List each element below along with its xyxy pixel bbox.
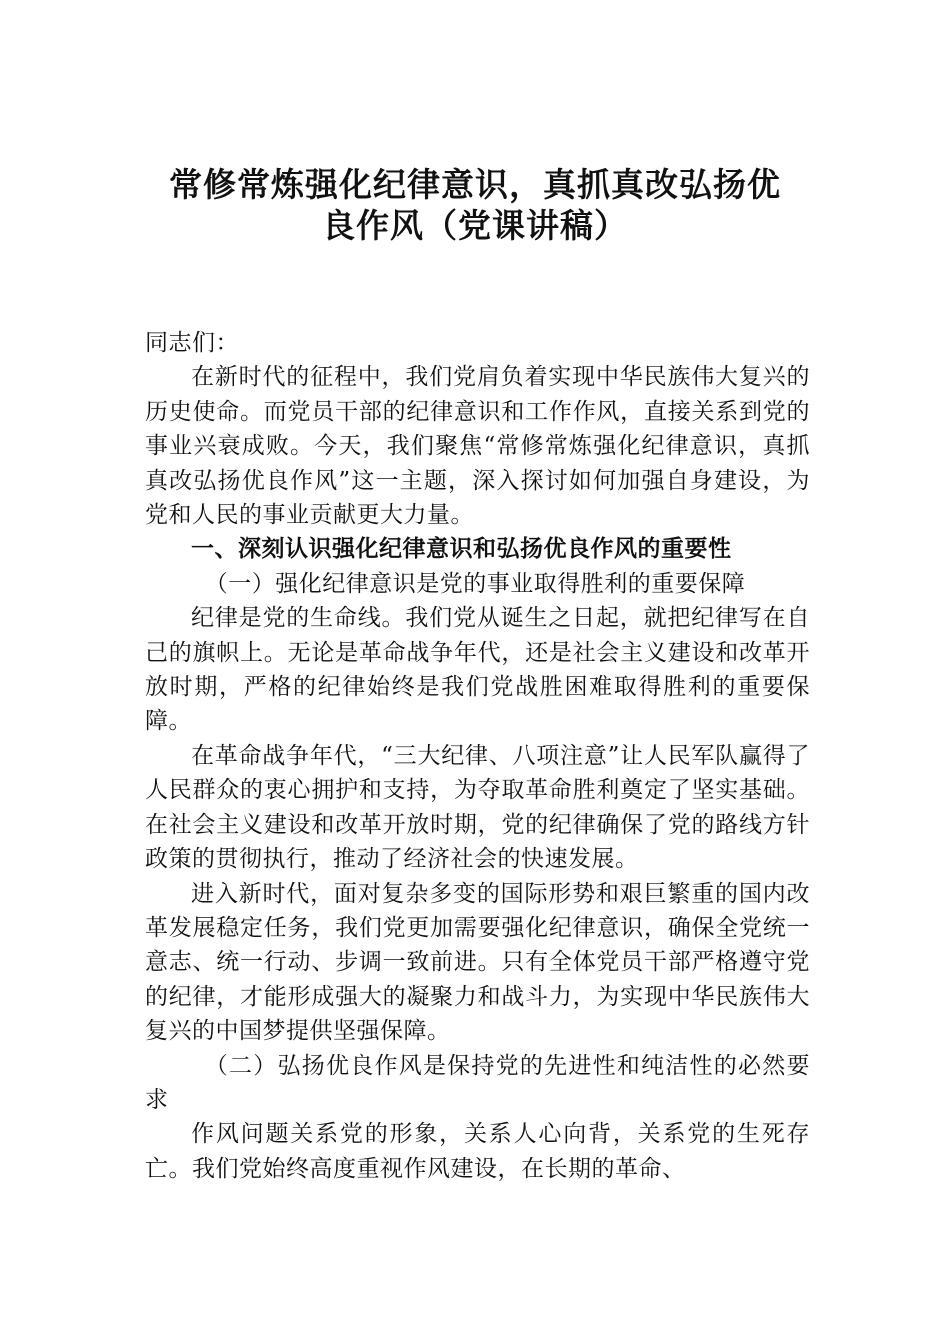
subsection-heading-1: （一）强化纪律意识是党的事业取得胜利的重要保障	[204, 570, 746, 597]
document-title-line-2: 良作风（党课讲稿）	[322, 206, 628, 245]
section-heading-1: 一、深刻认识强化纪律意识和弘扬优良作风的重要性	[191, 536, 732, 563]
salutation: 同志们：	[145, 330, 239, 356]
paragraph: 进入新时代，面对复杂多变的国际形势和艰巨繁重的国内改革发展稳定任务，我们党更加需要强化纪律意识，确保全党统一意志、统一行动、步调一致前进。只有全体党员干部严格遵守党的纪律，才能形成强大的凝聚力和战斗力，为实现中华民族伟大复兴的中国梦提供坚强保障。	[145, 880, 810, 1045]
document-body	[145, 326, 810, 1186]
subsection-heading-2: （二）弘扬优良作风是保持党的先进性和纯洁性的必然要求	[145, 1052, 810, 1113]
document-title-line-1: 常修常炼强化纪律意识，真抓真改弘扬优	[169, 165, 781, 204]
paragraph: 纪律是党的生命线。我们党从诞生之日起，就把纪律写在自己的旗帜上。无论是革命战争年代，还是社会主义建设和改革开放时期，严格的纪律始终是我们党战胜困难取得胜利的重要保障。	[145, 605, 810, 735]
paragraph: 作风问题关系党的形象，关系人心向背，关系党的生死存亡。我们党始终高度重视作风建设，在长期的革命、	[145, 1121, 810, 1182]
paragraph: 在新时代的征程中，我们党肩负着实现中华民族伟大复兴的历史使命。而党员干部的纪律意识和工作作风，直接关系到党的事业兴衰成败。今天，我们聚焦“常修常炼强化纪律意识，真抓真改弘扬优良作风”这一主题，深入探讨如何加强自身建设，为党和人民的事业贡献更大力量。	[145, 364, 810, 529]
paragraph: 在革命战争年代，“三大纪律、八项注意”让人民军队赢得了人民群众的衷心拥护和支持，为夺取革命胜利奠定了坚实基础。在社会主义建设和改革开放时期，党的纪律确保了党的路线方针政策的贯彻执行，推动了经济社会的快速发展。	[145, 742, 810, 873]
